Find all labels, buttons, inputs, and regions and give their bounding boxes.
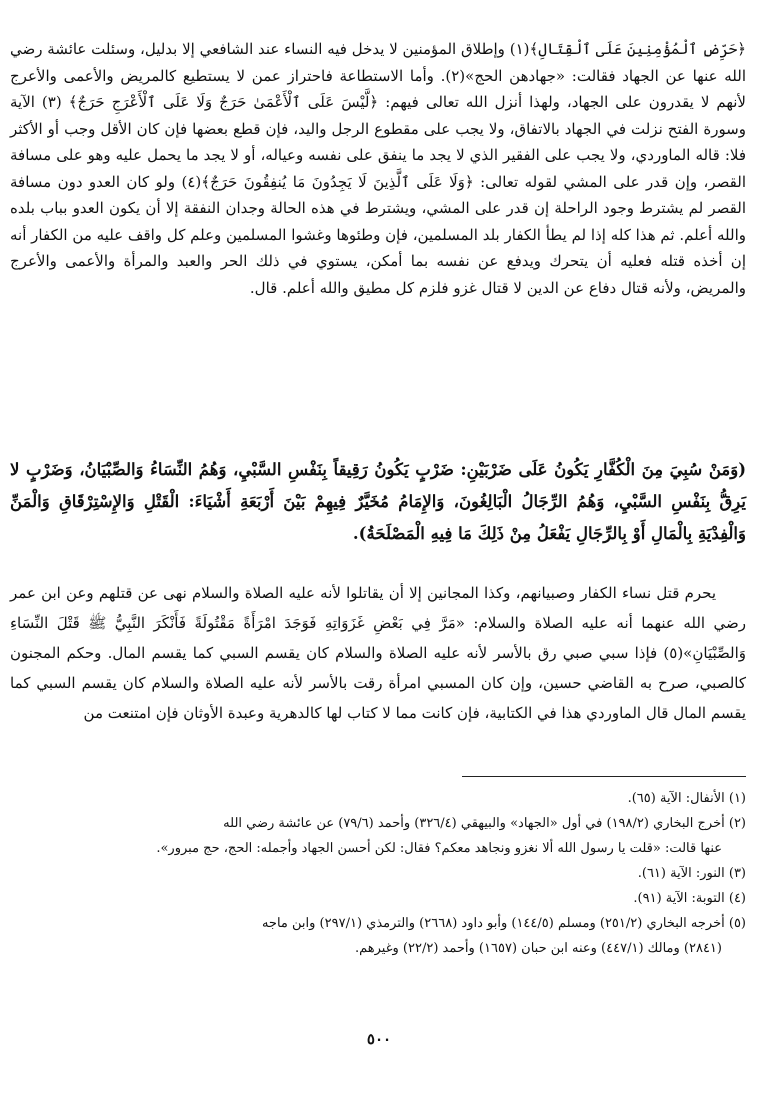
commentary-paragraph-2: يحرم قتل نساء الكفار وصبيانهم، وكذا المجانين إلا أن يقاتلوا لأنه عليه الصلاة والسلام نهى عن قتلهم وعن ابن عمر رضي الله عنهما أنه عليه الصلاة والسلام: «مَرَّ فِي بَعْضِ غَزَوَاتِهِ فَوَجَدَ امْرَأَةً مَقْتُولَةً فَأَنْكَرَ النَّبِيُّ ﷺ قَتْلَ النِّسَاءِ وَالصِّبْيَانِ»(٥) فإذا سبي صبي رق بالأسر لأنه عليه الصلاة والسلام كان يقسم السبي كما يقسم المال. وحكم المجنون كالصبي، صرح به القاضي حسين، وإن كان المسبي امرأة رقت بالأسر لأنه عليه الصلاة والسلام كان يقسم السبي كما يقسم المال قال الماوردي هذا في الكتابية، فإن كانت مما لا كتاب لها كالدهرية وعبدة الأوثان فإن امتنعت من (10, 584, 746, 722)
matn-section (10, 454, 746, 550)
footnote-3: (٣) النور: الآية (٦١). (637, 866, 746, 881)
footnote-5-continuation: (٢٨٤١) ومالك (٤٤٧/١) وعنه ابن حبان (١٦٥٧) وأحمد (٢٢/٢) وغيرهم. (354, 941, 722, 956)
footnote-2: (٢) أخرج البخاري (١٩٨/٢) في أول «الجهاد» والبيهقي (٣٢٦/٤) وأحمد (٧٩/٦) عن عائشة رضي الله (223, 816, 746, 831)
footnote-1: (١) الأنفال: الآية (٦٥). (627, 791, 746, 806)
matn-text: (وَمَنْ سُبِيَ مِنَ الْكُفَّارِ يَكُونُ عَلَى ضَرْبَيْنِ: ضَرْبٍ يَكُونُ رَقِيقاً بِنَفْسِ السَّبْيِ، وَهُمُ النِّسَاءُ وَالصِّبْيَانُ، وَضَرْبٍ لا يَرِقُّ بِنَفْسِ السَّبْيِ، وَهُمُ الرِّجَالُ الْبَالِغُونَ، وَالإِمَامُ مُخَيَّرٌ فِيهِمْ بَيْنَ أَرْبَعَةِ أَشْيَاءَ: الْقَتْلِ وَالإِسْتِرْقَاقِ وَالْمَنِّ وَالْفِدْيَةِ بِالْمَالِ أَوْ بِالرِّجَالِ يَفْعَلُ مِنْ ذَلِكَ مَا فِيهِ الْمَصْلَحَةُ). (10, 460, 746, 543)
commentary-section-1 (10, 36, 746, 301)
page-number: ٥٠٠ (366, 1030, 392, 1048)
commentary-paragraph-1: ﴿حَرِّضِ ٱلْمُؤْمِنِينَ عَلَى ٱلْقِتَالِ﴾(١) وإطلاق المؤمنين لا يدخل فيه النساء عند الشافعي إلا بدليل، وسئلت عائشة رضي الله عنها عن الجهاد فقالت: «جهادهن الحج»(٢). وأما الاستطاعة فاحتراز عمن لا يستطيع كالمريض والأعمى والأعرج لأنهم لا يقدرون على الجهاد، ولهذا أنزل الله تعالى فيهم: ﴿لَّيْسَ عَلَى ٱلْأَعْمَىٰ حَرَجٌ وَلَا عَلَى ٱلْأَعْرَجِ حَرَجٌ﴾ (٣) الآية وسورة الفتح نزلت في الجهاد بالاتفاق، ولا يجب على مقطوع الرجل واليد، فإن قطع بعضها فإن كان الأقل وجب أو الأكثر فلا: قاله الماوردي، ولا يجب على الفقير الذي لا يجد ما ينفق على نفسه وعياله، أو لا يجد ما يحمل عليه وهو على مسافة القصر، وإن قدر على المشي لقوله تعالى: ﴿وَلَا عَلَى ٱلَّذِينَ لَا يَجِدُونَ مَا يُنفِقُونَ حَرَجٌ﴾(٤) ولو كان العدو دون مسافة القصر لم يشترط وجود الراحلة إن قدر على المشي، ويشترط في هذه الحالة وجدان النفقة إلا أن يكون العدو بباب بلده والله أعلم. ثم هذا كله إذا لم يطأ الكفار بلد المسلمين، فإن وطئوها وغشوا المسلمين وعلم كل واقف عليه من الكفار أنه إن أخذه قتله فعليه أن يتحرك ويدفع عن نفسه بما أمكن، يستوي في ذلك الحر والعبد والمرأة والأعمى والأعرج والمريض، ولأنه قتال دفاع عن الدين لا قتال غزو فلزم كل مطيق والله أعلم. قال. (10, 40, 747, 297)
footnote-4: (٤) التوبة: الآية (٩١). (633, 891, 746, 906)
footnotes (14, 786, 746, 961)
footnote-2-continuation: عنها قالت: «قلت يا رسول الله ألا نغزو ونجاهد معكم؟ فقال: لكن أحسن الجهاد وأجمله: الحج، حج مبرور». (156, 841, 722, 856)
commentary-section-2 (10, 578, 746, 728)
footnote-5: (٥) أخرجه البخاري (٢٥١/٢) ومسلم (١٤٤/٥) وأبو داود (٢٦٦٨) والترمذي (٢٩٧/١) وابن ماجه (261, 916, 746, 931)
footnote-separator (462, 776, 746, 777)
